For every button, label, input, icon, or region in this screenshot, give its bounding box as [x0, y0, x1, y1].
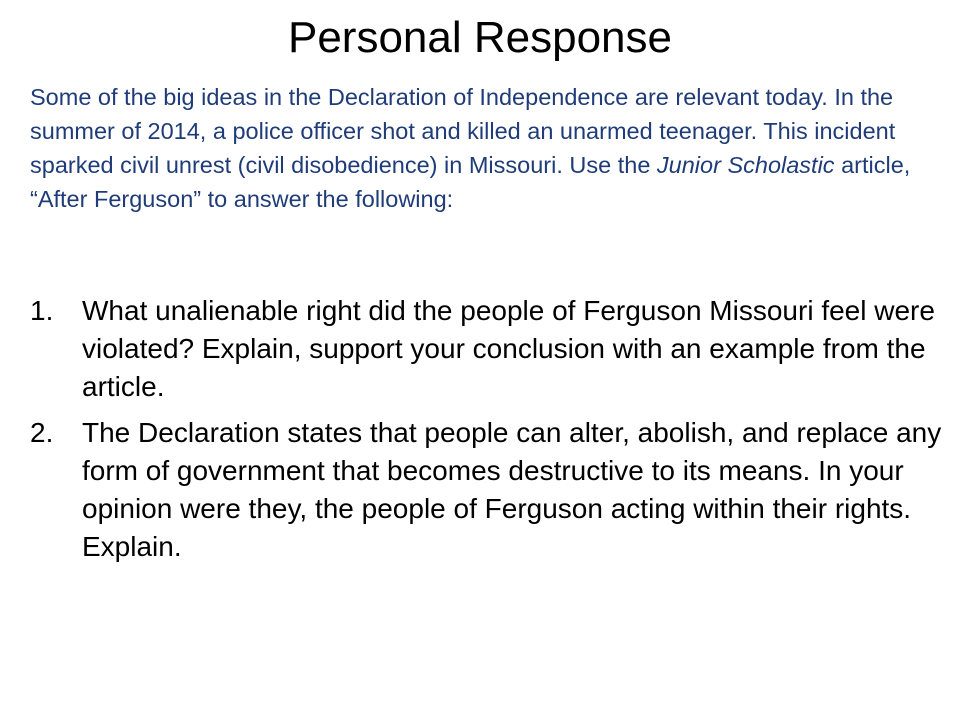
question-text: What unalienable right did the people of Ferguson Missouri feel were violated? Explain, support your conclusion with an example from the article.: [82, 295, 935, 402]
intro-text-end: article, “After Ferguson” to answer the following:: [30, 152, 911, 212]
intro-text: Some of the big ideas in the Declaration of Independence are relevant today. In the summer of 2014, a police officer shot and killed an unarmed teenager. This incident sparked civil unrest (civil disobedience) in Missouri. Use the: [30, 84, 896, 178]
intro-publication-name: Junior Scholastic: [656, 152, 835, 178]
question-text: The Declaration states that people can alter, abolish, and replace any form of government that becomes destructive to its means. In your opinion were they, the people of Ferguson acting within their rights. Explain.: [82, 417, 942, 562]
question-list: [30, 292, 945, 574]
intro-paragraph: [30, 80, 945, 216]
question-item: [30, 414, 945, 566]
slide-title: Personal Response: [287, 13, 672, 62]
question-number: 1.: [30, 295, 54, 326]
question-number: 2.: [30, 417, 54, 448]
question-item: [30, 292, 945, 406]
